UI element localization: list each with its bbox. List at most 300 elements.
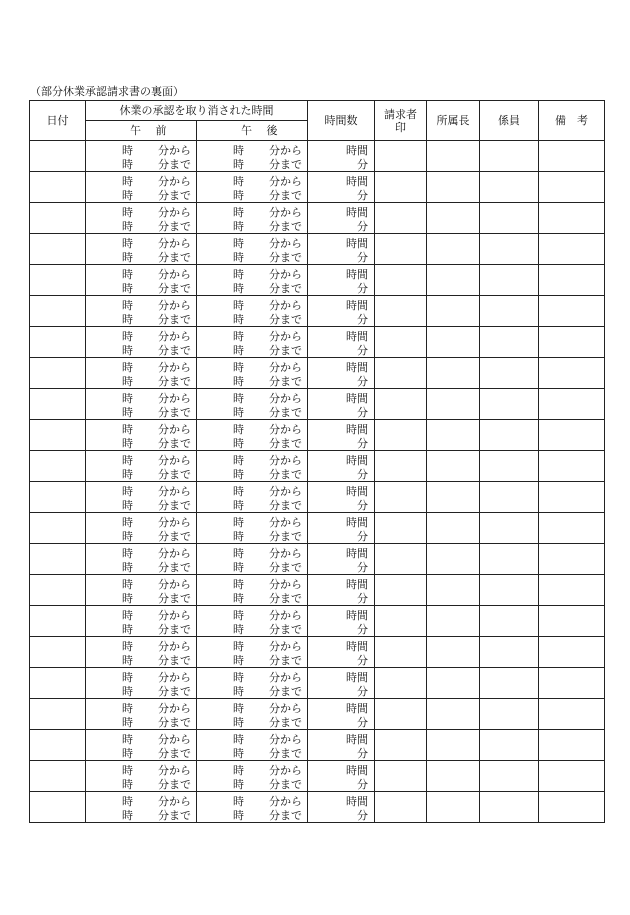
date-cell[interactable] xyxy=(30,389,86,420)
table-row xyxy=(30,296,605,327)
hours-cell[interactable] xyxy=(308,699,375,730)
pm-to-hour-label: 時 xyxy=(233,220,244,233)
requester-seal-cell[interactable] xyxy=(375,420,427,451)
table-row xyxy=(30,575,605,606)
am-to-min-label: 分まで xyxy=(158,778,191,791)
pm-time-cell[interactable] xyxy=(197,451,308,482)
dept-head-cell[interactable] xyxy=(427,389,480,420)
table-row xyxy=(30,451,605,482)
staff-cell[interactable] xyxy=(480,203,539,234)
pm-to-min-label: 分まで xyxy=(269,344,302,357)
am-to-hour-label: 時 xyxy=(122,654,133,667)
requester-seal-cell[interactable] xyxy=(375,513,427,544)
am-from-min-label: 分から xyxy=(158,733,191,746)
staff-cell[interactable] xyxy=(480,420,539,451)
remarks-cell[interactable] xyxy=(539,575,605,606)
pm-to-min-label: 分まで xyxy=(269,623,302,636)
am-time-cell[interactable] xyxy=(86,699,197,730)
requester-seal-cell[interactable] xyxy=(375,637,427,668)
am-time-cell[interactable] xyxy=(86,327,197,358)
date-cell[interactable] xyxy=(30,637,86,668)
pm-to-min-label: 分まで xyxy=(269,685,302,698)
am-to-min-label: 分まで xyxy=(158,499,191,512)
requester-seal-cell[interactable] xyxy=(375,544,427,575)
am-to-hour-label: 時 xyxy=(122,499,133,512)
pm-time-cell[interactable] xyxy=(197,482,308,513)
am-from-min-label: 分から xyxy=(158,547,191,560)
am-time-cell[interactable] xyxy=(86,389,197,420)
table-row xyxy=(30,141,605,172)
dept-head-cell[interactable] xyxy=(427,451,480,482)
staff-cell[interactable] xyxy=(480,296,539,327)
table-row xyxy=(30,730,605,761)
pm-time-cell[interactable] xyxy=(197,637,308,668)
requester-seal-cell[interactable] xyxy=(375,699,427,730)
pm-to-min-label: 分まで xyxy=(269,406,302,419)
pm-from-min-label: 分から xyxy=(269,392,302,405)
dept-head-cell[interactable] xyxy=(427,203,480,234)
am-time-cell[interactable] xyxy=(86,575,197,606)
remarks-cell[interactable] xyxy=(539,730,605,761)
am-from-min-label: 分から xyxy=(158,702,191,715)
am-to-hour-label: 時 xyxy=(122,437,133,450)
pm-time-cell[interactable] xyxy=(197,544,308,575)
staff-cell[interactable] xyxy=(480,327,539,358)
table-row xyxy=(30,327,605,358)
table-row xyxy=(30,420,605,451)
minutes-label: 分 xyxy=(357,778,368,791)
remarks-cell[interactable] xyxy=(539,172,605,203)
pm-time-cell[interactable] xyxy=(197,265,308,296)
staff-cell[interactable] xyxy=(480,606,539,637)
remarks-cell[interactable] xyxy=(539,792,605,823)
header-requester-label: 請求者 xyxy=(384,107,417,121)
hours-cell[interactable] xyxy=(308,141,375,172)
requester-seal-cell[interactable] xyxy=(375,265,427,296)
dept-head-cell[interactable] xyxy=(427,513,480,544)
date-cell[interactable] xyxy=(30,606,86,637)
hours-cell[interactable] xyxy=(308,761,375,792)
hours-cell[interactable] xyxy=(308,482,375,513)
pm-to-hour-label: 時 xyxy=(233,406,244,419)
pm-to-min-label: 分まで xyxy=(269,809,302,822)
staff-cell[interactable] xyxy=(480,141,539,172)
am-time-cell[interactable] xyxy=(86,792,197,823)
remarks-cell[interactable] xyxy=(539,544,605,575)
am-from-min-label: 分から xyxy=(158,764,191,777)
remarks-cell[interactable] xyxy=(539,327,605,358)
am-to-min-label: 分まで xyxy=(158,282,191,295)
hours-label: 時間 xyxy=(346,392,368,405)
pm-time-cell[interactable] xyxy=(197,141,308,172)
pm-time-cell[interactable] xyxy=(197,172,308,203)
am-from-hour-label: 時 xyxy=(122,423,133,436)
dept-head-cell[interactable] xyxy=(427,699,480,730)
requester-seal-cell[interactable] xyxy=(375,389,427,420)
pm-to-min-label: 分まで xyxy=(269,747,302,760)
header-pm xyxy=(197,121,308,141)
table-row xyxy=(30,761,605,792)
pm-to-hour-label: 時 xyxy=(233,344,244,357)
remarks-cell[interactable] xyxy=(539,637,605,668)
date-cell[interactable] xyxy=(30,420,86,451)
pm-time-cell[interactable] xyxy=(197,761,308,792)
hours-cell[interactable] xyxy=(308,296,375,327)
am-from-min-label: 分から xyxy=(158,454,191,467)
staff-cell[interactable] xyxy=(480,792,539,823)
pm-to-min-label: 分まで xyxy=(269,499,302,512)
date-cell[interactable] xyxy=(30,668,86,699)
pm-to-min-label: 分まで xyxy=(269,282,302,295)
staff-cell[interactable] xyxy=(480,699,539,730)
am-to-min-label: 分まで xyxy=(158,654,191,667)
hours-label: 時間 xyxy=(346,702,368,715)
hours-cell[interactable] xyxy=(308,203,375,234)
header-requester-seal xyxy=(375,101,427,141)
dept-head-cell[interactable] xyxy=(427,296,480,327)
pm-from-min-label: 分から xyxy=(269,423,302,436)
am-from-min-label: 分から xyxy=(158,175,191,188)
date-cell[interactable] xyxy=(30,265,86,296)
date-cell[interactable] xyxy=(30,172,86,203)
am-to-min-label: 分まで xyxy=(158,530,191,543)
hours-label: 時間 xyxy=(346,361,368,374)
pm-from-hour-label: 時 xyxy=(233,609,244,622)
am-to-hour-label: 時 xyxy=(122,220,133,233)
pm-time-cell[interactable] xyxy=(197,730,308,761)
header-cancelled-time: 休業の承認を取り消された時間 xyxy=(86,101,308,121)
pm-from-hour-label: 時 xyxy=(233,702,244,715)
staff-cell[interactable] xyxy=(480,761,539,792)
am-time-cell[interactable] xyxy=(86,234,197,265)
staff-cell[interactable] xyxy=(480,172,539,203)
am-time-cell[interactable] xyxy=(86,482,197,513)
requester-seal-cell[interactable] xyxy=(375,668,427,699)
pm-to-min-label: 分まで xyxy=(269,530,302,543)
minutes-label: 分 xyxy=(357,437,368,450)
dept-head-cell[interactable] xyxy=(427,668,480,699)
am-time-cell[interactable] xyxy=(86,141,197,172)
staff-cell[interactable] xyxy=(480,389,539,420)
am-to-hour-label: 時 xyxy=(122,375,133,388)
staff-cell[interactable] xyxy=(480,575,539,606)
am-time-cell[interactable] xyxy=(86,761,197,792)
header-pm-2: 後 xyxy=(266,124,278,137)
pm-time-cell[interactable] xyxy=(197,792,308,823)
remarks-cell[interactable] xyxy=(539,761,605,792)
dept-head-cell[interactable] xyxy=(427,544,480,575)
pm-time-cell[interactable] xyxy=(197,296,308,327)
am-from-min-label: 分から xyxy=(158,578,191,591)
hours-cell[interactable] xyxy=(308,792,375,823)
pm-to-min-label: 分まで xyxy=(269,592,302,605)
dept-head-cell[interactable] xyxy=(427,637,480,668)
am-to-min-label: 分まで xyxy=(158,189,191,202)
remarks-cell[interactable] xyxy=(539,699,605,730)
am-from-min-label: 分から xyxy=(158,237,191,250)
date-cell[interactable] xyxy=(30,575,86,606)
dept-head-cell[interactable] xyxy=(427,265,480,296)
requester-seal-cell[interactable] xyxy=(375,482,427,513)
am-time-cell[interactable] xyxy=(86,637,197,668)
date-cell[interactable] xyxy=(30,513,86,544)
remarks-cell[interactable] xyxy=(539,668,605,699)
am-time-cell[interactable] xyxy=(86,730,197,761)
hours-label: 時間 xyxy=(346,547,368,560)
am-from-hour-label: 時 xyxy=(122,454,133,467)
remarks-cell[interactable] xyxy=(539,265,605,296)
pm-time-cell[interactable] xyxy=(197,203,308,234)
requester-seal-cell[interactable] xyxy=(375,451,427,482)
remarks-cell[interactable] xyxy=(539,141,605,172)
pm-time-cell[interactable] xyxy=(197,668,308,699)
pm-to-hour-label: 時 xyxy=(233,716,244,729)
requester-seal-cell[interactable] xyxy=(375,296,427,327)
table-row xyxy=(30,699,605,730)
pm-from-min-label: 分から xyxy=(269,361,302,374)
header-date: 日付 xyxy=(30,101,86,141)
pm-from-min-label: 分から xyxy=(269,733,302,746)
am-to-hour-label: 時 xyxy=(122,747,133,760)
requester-seal-cell[interactable] xyxy=(375,141,427,172)
requester-seal-cell[interactable] xyxy=(375,792,427,823)
table-row xyxy=(30,513,605,544)
date-cell[interactable] xyxy=(30,482,86,513)
staff-cell[interactable] xyxy=(480,513,539,544)
hours-cell[interactable] xyxy=(308,265,375,296)
hours-cell[interactable] xyxy=(308,513,375,544)
pm-to-min-label: 分まで xyxy=(269,468,302,481)
dept-head-cell[interactable] xyxy=(427,141,480,172)
dept-head-cell[interactable] xyxy=(427,792,480,823)
hours-cell[interactable] xyxy=(308,420,375,451)
requester-seal-cell[interactable] xyxy=(375,172,427,203)
am-time-cell[interactable] xyxy=(86,358,197,389)
remarks-cell[interactable] xyxy=(539,420,605,451)
remarks-cell[interactable] xyxy=(539,296,605,327)
pm-from-hour-label: 時 xyxy=(233,423,244,436)
dept-head-cell[interactable] xyxy=(427,482,480,513)
am-time-cell[interactable] xyxy=(86,606,197,637)
hours-cell[interactable] xyxy=(308,637,375,668)
date-cell[interactable] xyxy=(30,792,86,823)
hours-label: 時間 xyxy=(346,578,368,591)
am-from-min-label: 分から xyxy=(158,361,191,374)
pm-time-cell[interactable] xyxy=(197,358,308,389)
table-row xyxy=(30,203,605,234)
requester-seal-cell[interactable] xyxy=(375,761,427,792)
am-to-min-label: 分まで xyxy=(158,716,191,729)
dept-head-cell[interactable] xyxy=(427,172,480,203)
am-to-hour-label: 時 xyxy=(122,282,133,295)
date-cell[interactable] xyxy=(30,761,86,792)
dept-head-cell[interactable] xyxy=(427,761,480,792)
am-to-hour-label: 時 xyxy=(122,406,133,419)
hours-cell[interactable] xyxy=(308,730,375,761)
header-dept-head: 所属長 xyxy=(427,101,480,141)
staff-cell[interactable] xyxy=(480,668,539,699)
hours-label: 時間 xyxy=(346,175,368,188)
pm-from-hour-label: 時 xyxy=(233,547,244,560)
hours-label: 時間 xyxy=(346,516,368,529)
pm-time-cell[interactable] xyxy=(197,420,308,451)
hours-cell[interactable] xyxy=(308,172,375,203)
pm-from-hour-label: 時 xyxy=(233,795,244,808)
am-time-cell[interactable] xyxy=(86,451,197,482)
dept-head-cell[interactable] xyxy=(427,234,480,265)
am-time-cell[interactable] xyxy=(86,172,197,203)
am-time-cell[interactable] xyxy=(86,544,197,575)
am-time-cell[interactable] xyxy=(86,513,197,544)
date-cell[interactable] xyxy=(30,730,86,761)
am-to-min-label: 分まで xyxy=(158,592,191,605)
pm-to-hour-label: 時 xyxy=(233,685,244,698)
minutes-label: 分 xyxy=(357,189,368,202)
minutes-label: 分 xyxy=(357,375,368,388)
minutes-label: 分 xyxy=(357,530,368,543)
pm-to-hour-label: 時 xyxy=(233,313,244,326)
remarks-cell[interactable] xyxy=(539,451,605,482)
pm-time-cell[interactable] xyxy=(197,327,308,358)
am-from-min-label: 分から xyxy=(158,299,191,312)
staff-cell[interactable] xyxy=(480,358,539,389)
am-from-min-label: 分から xyxy=(158,268,191,281)
date-cell[interactable] xyxy=(30,327,86,358)
pm-to-min-label: 分まで xyxy=(269,654,302,667)
staff-cell[interactable] xyxy=(480,730,539,761)
dept-head-cell[interactable] xyxy=(427,358,480,389)
am-to-hour-label: 時 xyxy=(122,344,133,357)
dept-head-cell[interactable] xyxy=(427,420,480,451)
am-time-cell[interactable] xyxy=(86,203,197,234)
hours-label: 時間 xyxy=(346,671,368,684)
pm-to-min-label: 分まで xyxy=(269,189,302,202)
am-time-cell[interactable] xyxy=(86,668,197,699)
am-from-hour-label: 時 xyxy=(122,299,133,312)
requester-seal-cell[interactable] xyxy=(375,730,427,761)
date-cell[interactable] xyxy=(30,451,86,482)
header-am-2: 前 xyxy=(155,124,167,137)
pm-from-min-label: 分から xyxy=(269,485,302,498)
minutes-label: 分 xyxy=(357,406,368,419)
requester-seal-cell[interactable] xyxy=(375,606,427,637)
remarks-cell[interactable] xyxy=(539,606,605,637)
am-from-min-label: 分から xyxy=(158,640,191,653)
hours-cell[interactable] xyxy=(308,544,375,575)
date-cell[interactable] xyxy=(30,203,86,234)
minutes-label: 分 xyxy=(357,282,368,295)
pm-from-min-label: 分から xyxy=(269,764,302,777)
remarks-cell[interactable] xyxy=(539,358,605,389)
pm-to-hour-label: 時 xyxy=(233,592,244,605)
minutes-label: 分 xyxy=(357,313,368,326)
am-from-min-label: 分から xyxy=(158,392,191,405)
staff-cell[interactable] xyxy=(480,451,539,482)
pm-time-cell[interactable] xyxy=(197,513,308,544)
hours-cell[interactable] xyxy=(308,451,375,482)
dept-head-cell[interactable] xyxy=(427,327,480,358)
table-row xyxy=(30,544,605,575)
requester-seal-cell[interactable] xyxy=(375,358,427,389)
hours-label: 時間 xyxy=(346,733,368,746)
requester-seal-cell[interactable] xyxy=(375,203,427,234)
pm-from-min-label: 分から xyxy=(269,175,302,188)
dept-head-cell[interactable] xyxy=(427,606,480,637)
am-time-cell[interactable] xyxy=(86,265,197,296)
pm-time-cell[interactable] xyxy=(197,699,308,730)
requester-seal-cell[interactable] xyxy=(375,234,427,265)
staff-cell[interactable] xyxy=(480,544,539,575)
date-cell[interactable] xyxy=(30,296,86,327)
pm-time-cell[interactable] xyxy=(197,606,308,637)
am-from-min-label: 分から xyxy=(158,330,191,343)
header-hours: 時間数 xyxy=(308,101,375,141)
am-time-cell[interactable] xyxy=(86,296,197,327)
header-seal-label: 印 xyxy=(395,120,406,134)
pm-from-hour-label: 時 xyxy=(233,206,244,219)
pm-time-cell[interactable] xyxy=(197,234,308,265)
hours-label: 時間 xyxy=(346,795,368,808)
staff-cell[interactable] xyxy=(480,482,539,513)
hours-cell[interactable] xyxy=(308,327,375,358)
am-to-min-label: 分まで xyxy=(158,747,191,760)
dept-head-cell[interactable] xyxy=(427,730,480,761)
am-to-hour-label: 時 xyxy=(122,778,133,791)
remarks-cell[interactable] xyxy=(539,234,605,265)
staff-cell[interactable] xyxy=(480,637,539,668)
date-cell[interactable] xyxy=(30,234,86,265)
pm-from-min-label: 分から xyxy=(269,268,302,281)
date-cell[interactable] xyxy=(30,544,86,575)
date-cell[interactable] xyxy=(30,699,86,730)
pm-to-min-label: 分まで xyxy=(269,375,302,388)
requester-seal-cell[interactable] xyxy=(375,575,427,606)
date-cell[interactable] xyxy=(30,141,86,172)
dept-head-cell[interactable] xyxy=(427,575,480,606)
pm-to-hour-label: 時 xyxy=(233,375,244,388)
table-row xyxy=(30,358,605,389)
pm-from-min-label: 分から xyxy=(269,671,302,684)
remarks-cell[interactable] xyxy=(539,389,605,420)
am-from-min-label: 分から xyxy=(158,485,191,498)
am-from-hour-label: 時 xyxy=(122,392,133,405)
am-from-min-label: 分から xyxy=(158,609,191,622)
pm-time-cell[interactable] xyxy=(197,389,308,420)
hours-cell[interactable] xyxy=(308,668,375,699)
pm-time-cell[interactable] xyxy=(197,575,308,606)
am-to-hour-label: 時 xyxy=(122,189,133,202)
pm-to-min-label: 分まで xyxy=(269,778,302,791)
am-from-hour-label: 時 xyxy=(122,268,133,281)
hours-cell[interactable] xyxy=(308,234,375,265)
am-to-min-label: 分まで xyxy=(158,344,191,357)
staff-cell[interactable] xyxy=(480,234,539,265)
staff-cell[interactable] xyxy=(480,265,539,296)
remarks-cell[interactable] xyxy=(539,513,605,544)
hours-cell[interactable] xyxy=(308,575,375,606)
hours-cell[interactable] xyxy=(308,389,375,420)
pm-from-hour-label: 時 xyxy=(233,361,244,374)
pm-to-min-label: 分まで xyxy=(269,251,302,264)
hours-cell[interactable] xyxy=(308,358,375,389)
requester-seal-cell[interactable] xyxy=(375,327,427,358)
pm-to-hour-label: 時 xyxy=(233,654,244,667)
hours-cell[interactable] xyxy=(308,606,375,637)
am-time-cell[interactable] xyxy=(86,420,197,451)
date-cell[interactable] xyxy=(30,358,86,389)
remarks-cell[interactable] xyxy=(539,203,605,234)
remarks-cell[interactable] xyxy=(539,482,605,513)
